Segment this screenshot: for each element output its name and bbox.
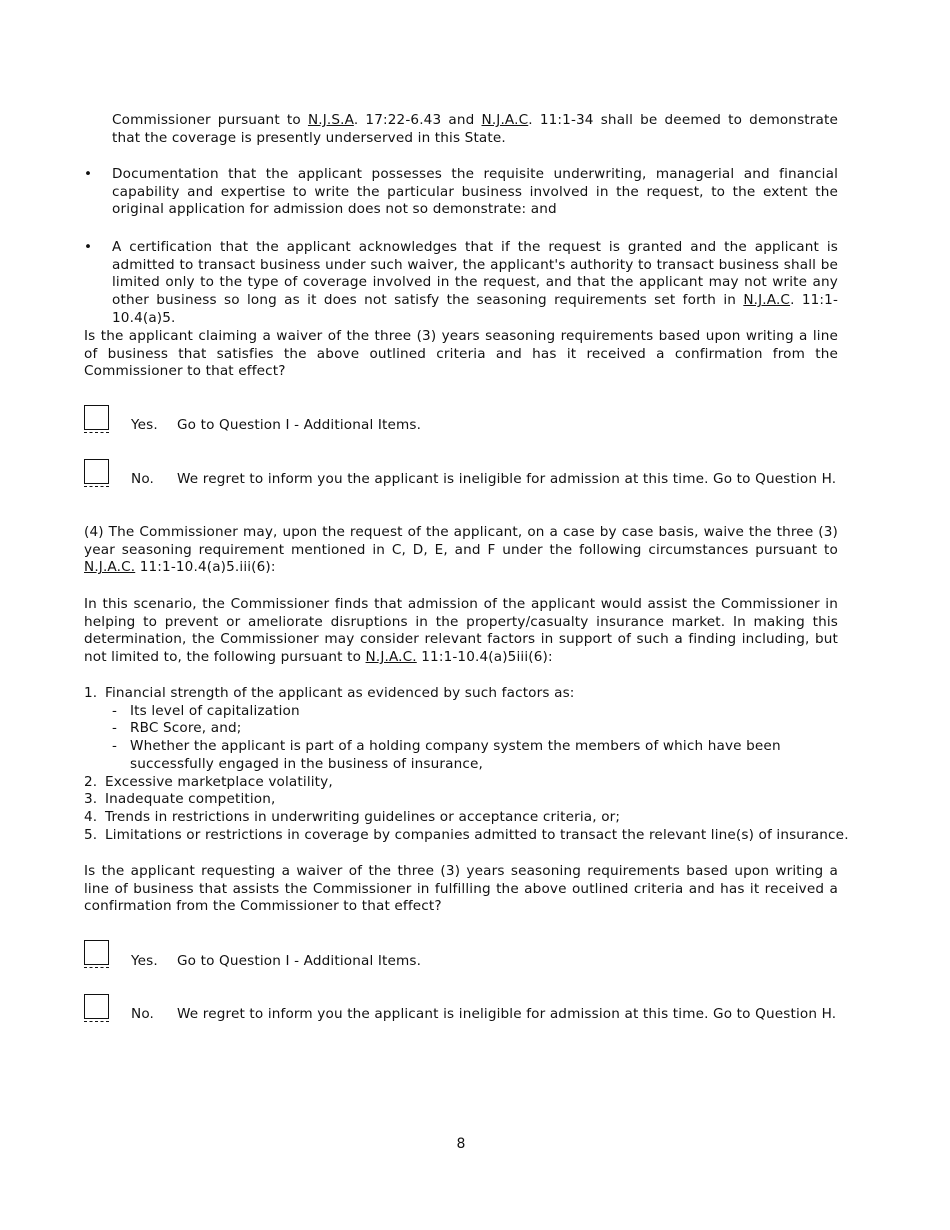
page-number: 8 — [456, 1136, 466, 1152]
dash-marker: - — [112, 738, 118, 755]
njsa-reference: N.J.S.A — [307, 112, 354, 128]
paragraph-4 — [84, 524, 838, 577]
list-item — [84, 774, 844, 792]
q2-no-option — [131, 1006, 836, 1024]
njac-reference: N.J.A.C — [481, 112, 529, 128]
q2-no-checkbox[interactable] — [84, 994, 109, 1019]
sub-item-continuation: successfully engaged in the business of insurance, — [130, 755, 483, 772]
no-label: No. — [131, 471, 155, 487]
bullet-icon: • — [84, 239, 93, 255]
list-number: 2. — [84, 773, 98, 790]
no-label: No. — [131, 1006, 155, 1022]
q2-yes-checkbox[interactable] — [84, 940, 109, 965]
scenario-paragraph — [84, 596, 838, 667]
paragraph-4-text-b: 11:1-10.4(a)5.iii(6): — [135, 559, 276, 576]
sub-item-text: Whether the applicant is part of a holding company system the members of which have been — [130, 738, 781, 755]
q2-no-blank-line — [84, 1021, 109, 1022]
njac-reference: N.J.A.C. — [84, 559, 136, 576]
sub-list-item — [84, 720, 844, 738]
list-number: 4. — [84, 808, 98, 825]
q2-yes-blank-line — [84, 967, 109, 968]
sub-list-item — [84, 703, 844, 721]
njac-reference: N.J.A.C — [743, 292, 791, 309]
question-2: Is the applicant requesting a waiver of the three (3) years seasoning requirements based upon writing a line of business that assists the Commissioner in fulfilling the above outlined criteria and has it received a confirmation from the Commissioner to that effect? — [84, 863, 838, 915]
intro-text-a: Commissioner pursuant to — [112, 112, 308, 128]
q1-yes-option — [131, 417, 421, 435]
intro-paragraph — [112, 112, 838, 147]
dash-marker: - — [112, 720, 118, 737]
sub-item-text: RBC Score, and; — [130, 720, 242, 737]
q1-no-blank-line — [84, 486, 109, 487]
sub-list-item — [84, 738, 844, 756]
yes-instruction: Go to Question I - Additional Items. — [177, 953, 422, 969]
list-item — [84, 685, 844, 703]
yes-label: Yes. — [131, 417, 158, 433]
list-item — [84, 826, 849, 845]
list-item-text: Financial strength of the applicant as evidenced by such factors as: — [105, 685, 575, 701]
list-item-text: Limitations or restrictions in coverage by companies admitted to transact the relevant line(s) of insurance. — [105, 826, 849, 843]
certification-text-a: A certification that the applicant acknowledges that if the request is granted and the applicant is admitted to transact business under such waiver, the applicant's authority to transact business shall be limited only to the type of coverage involved in the request, and that the applicant may not write any other business so long as it does not satisfy the seasoning requirements set forth in — [112, 239, 838, 309]
njac-reference: N.J.A.C. — [365, 649, 417, 666]
question-1: Is the applicant claiming a waiver of the three (3) years seasoning requirements based upon writing a line of business that satisfies the above outlined criteria and has it received a confirmation from the Commissioner to that effect? — [84, 328, 838, 380]
q1-yes-blank-line — [84, 432, 109, 433]
no-instruction: We regret to inform you the applicant is ineligible for admission at this time. Go to Question H. — [177, 471, 837, 487]
list-number: 1. — [84, 685, 98, 701]
scenario-text-a: In this scenario, the Commissioner finds that admission of the applicant would assist the Commissioner in helping to prevent or ameliorate disruptions in the property/casualty insurance market. In making this determination, the Commissioner may consider relevant factors in support of such a finding including, but not limited to, the following pursuant to — [84, 596, 838, 666]
dash-marker: - — [112, 702, 118, 719]
scenario-text-b: 11:1-10.4(a)5iii(6): — [416, 649, 553, 666]
list-item-text: Excessive marketplace volatility, — [105, 773, 333, 790]
bullet-documentation: Documentation that the applicant possesses the requisite underwriting, managerial and financial capability and expertise to write the particular business involved in the request, to the extent the original application for admission does not so demonstrate: and — [112, 166, 838, 218]
list-item-text: Trends in restrictions in underwriting guidelines or acceptance criteria, or; — [105, 808, 621, 825]
list-number: 3. — [84, 791, 98, 808]
q1-yes-checkbox[interactable] — [84, 405, 109, 430]
yes-label: Yes. — [131, 953, 158, 969]
list-item-text: Inadequate competition, — [105, 791, 276, 808]
yes-instruction: Go to Question I - Additional Items. — [177, 417, 422, 433]
bullet-certification — [112, 239, 838, 328]
list-item — [84, 791, 844, 809]
sub-item-text: Its level of capitalization — [130, 702, 300, 719]
bullet-icon: • — [84, 166, 93, 182]
factors-list — [84, 685, 849, 844]
q2-yes-option — [131, 953, 421, 971]
q1-no-option — [131, 471, 836, 489]
paragraph-4-text-a: (4) The Commissioner may, upon the request of the applicant, on a case by case basis, waive the three (3) year seasoning requirement mentioned in C, D, E, and F under the following circumstances pursuant to — [84, 524, 838, 558]
no-instruction: We regret to inform you the applicant is ineligible for admission at this time. Go to Question H. — [177, 1006, 837, 1022]
q1-no-checkbox[interactable] — [84, 459, 109, 484]
certification-text-b: . 11:1-10.4(a)5. — [112, 292, 838, 326]
intro-text-b: . 17:22-6.43 and — [353, 112, 482, 128]
list-number: 5. — [84, 826, 98, 843]
list-item — [84, 809, 844, 827]
intro-text-c: . 11:1-34 shall be deemed to demonstrate that the coverage is presently underserved in this State. — [112, 112, 839, 146]
